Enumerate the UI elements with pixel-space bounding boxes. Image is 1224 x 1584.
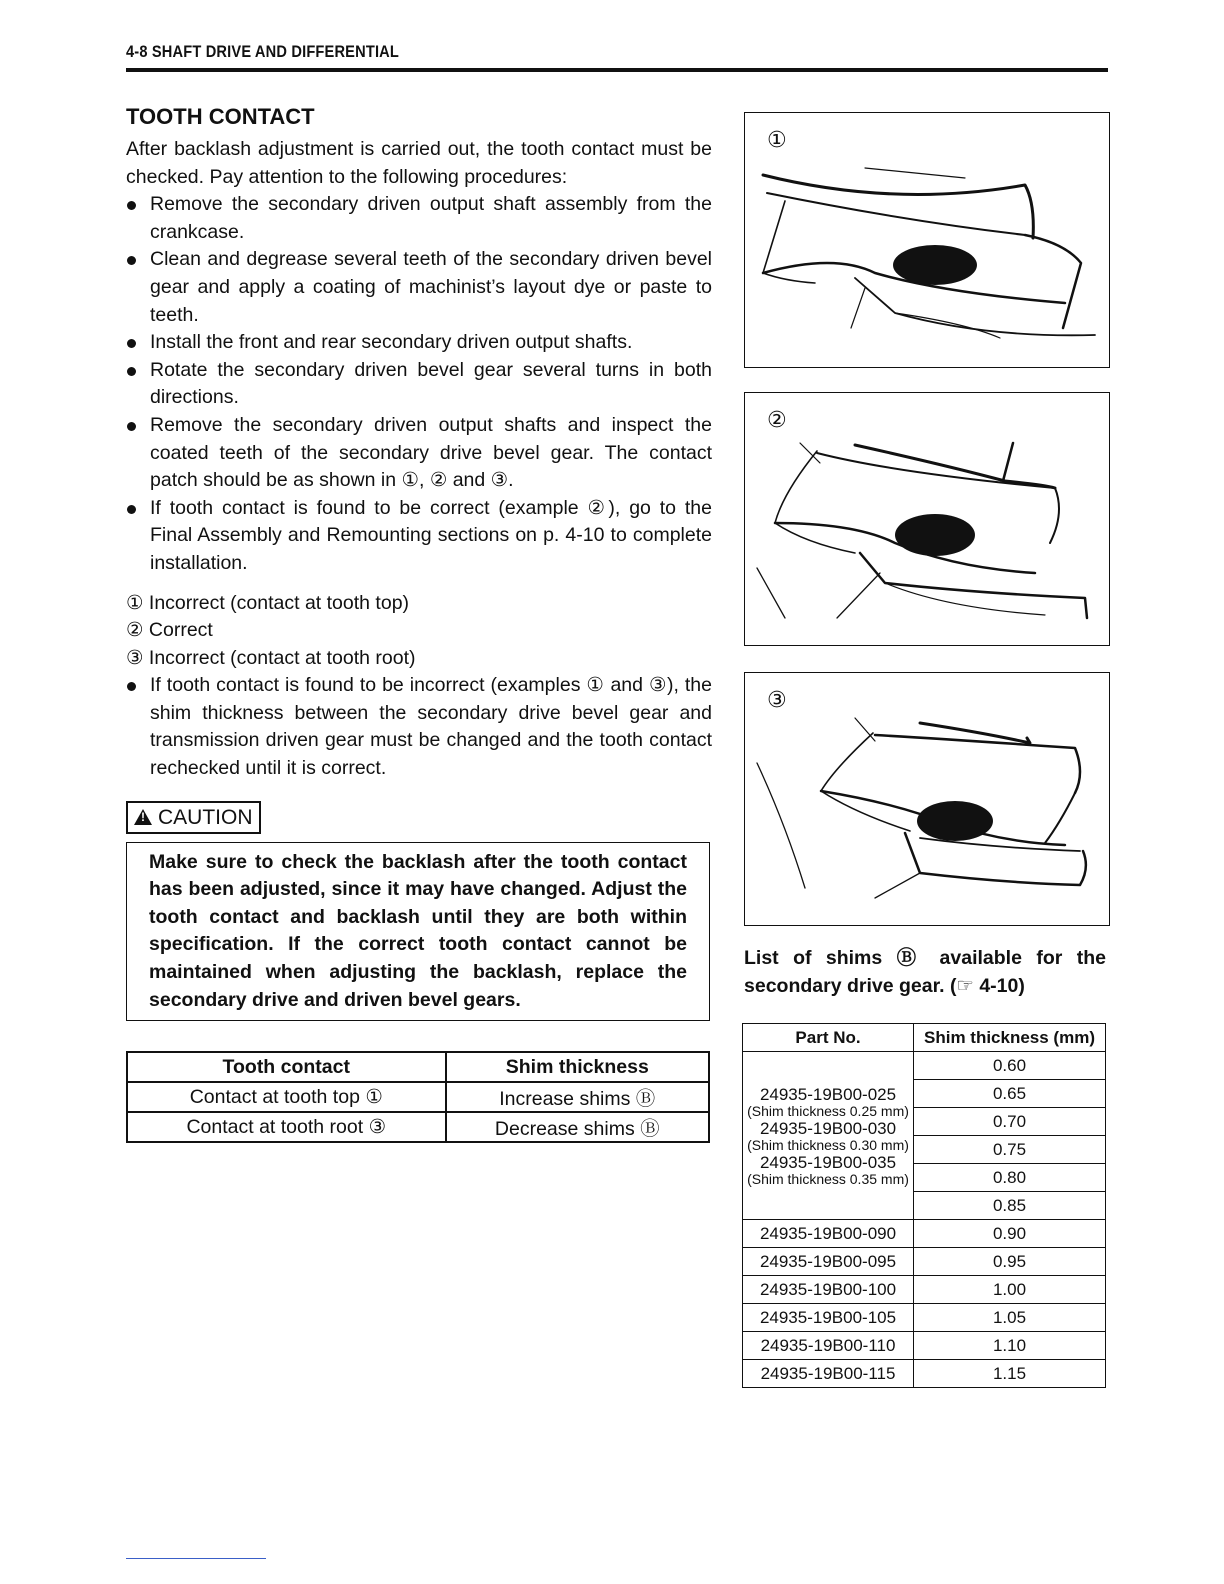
table-row	[743, 1276, 1106, 1304]
table-row	[743, 1220, 1106, 1248]
table-header-cell: Shim thickness	[446, 1052, 709, 1082]
left-column	[126, 104, 712, 1143]
part-number: 24935-19B00-025	[759, 1084, 897, 1104]
warning-triangle-icon	[134, 809, 152, 825]
table-row	[743, 1332, 1106, 1360]
table-cell: 1.10	[914, 1332, 1106, 1360]
part-note: (Shim thickness 0.35 mm)	[747, 1170, 909, 1187]
table-cell: Contact at tooth root ③	[127, 1112, 446, 1142]
page-header	[126, 42, 1108, 72]
procedure-step: Install the front and rear secondary driven output shafts.	[126, 329, 712, 357]
table-cell: 0.85	[914, 1192, 1106, 1220]
table-row	[743, 1248, 1106, 1276]
table-header-row	[743, 1024, 1106, 1052]
contact-patch	[917, 801, 993, 841]
caution-box: Make sure to check the backlash after the tooth contact has been adjusted, since it may have changed. Adjust the tooth contact and backlash until they are both within specification. If the correct tooth contact cannot be maintained when adjusting the backlash, replace the secondary drive and driven bevel gears.	[126, 842, 710, 1022]
procedure-list-2	[126, 672, 712, 782]
table-cell: 0.90	[914, 1220, 1106, 1248]
procedure-step: Remove the secondary driven output shaft assembly from the crankcase.	[126, 191, 712, 246]
table-row	[743, 1052, 1106, 1080]
figure-number: ③	[767, 687, 787, 712]
table-cell: 1.05	[914, 1304, 1106, 1332]
table-cell: Decrease shims Ⓑ	[446, 1112, 709, 1142]
figure-number: ②	[767, 407, 787, 432]
legend-item-1: ① Incorrect (contact at tooth top)	[126, 591, 410, 614]
caution-label-text: CAUTION	[158, 805, 253, 829]
shim-list-caption: List of shims Ⓑ available for the secondary drive gear. (☞ 4-10)	[744, 947, 1106, 997]
procedure-step: If tooth contact is found to be incorrect (examples ① and ③), the shim thickness between the secondary drive bevel gear and transmission driven gear must be changed and the tooth contact rechecked until it is correct.	[126, 672, 712, 782]
tooth-contact-table	[126, 1051, 710, 1143]
figure-3-tooth-root	[744, 672, 1110, 926]
shim-table	[742, 1023, 1106, 1388]
table-cell: 24935-19B00-095	[743, 1248, 914, 1276]
figure-1-tooth-top	[744, 112, 1110, 368]
footer-rule	[126, 1558, 266, 1559]
table-row	[743, 1360, 1106, 1388]
table-cell: 0.70	[914, 1108, 1106, 1136]
part-note: (Shim thickness 0.25 mm)	[747, 1102, 909, 1119]
caution-label	[126, 801, 261, 834]
gear-tooth-illustration	[745, 393, 1109, 645]
intro-paragraph: After backlash adjustment is carried out, the tooth contact must be checked. Pay attention to the following procedures:	[126, 138, 712, 188]
legend-item-2: ② Correct	[126, 619, 213, 642]
table-cell: 0.65	[914, 1080, 1106, 1108]
table-header-cell: Tooth contact	[127, 1052, 446, 1082]
part-number: 24935-19B00-035	[759, 1152, 897, 1172]
table-cell: 24935-19B00-115	[743, 1360, 914, 1388]
section-title: TOOTH CONTACT	[126, 104, 315, 129]
figure-number: ①	[767, 127, 787, 152]
part-note: (Shim thickness 0.30 mm)	[747, 1136, 909, 1153]
table-header-row	[127, 1052, 709, 1082]
table-cell: 24935-19B00-110	[743, 1332, 914, 1360]
procedure-step: Clean and degrease several teeth of the secondary driven bevel gear and apply a coating of machinist’s layout dye or paste to teeth.	[126, 246, 712, 329]
figure-2-correct	[744, 392, 1110, 646]
table-cell: 0.75	[914, 1136, 1106, 1164]
table-row	[127, 1112, 709, 1142]
gear-tooth-illustration	[745, 113, 1109, 367]
table-row	[127, 1082, 709, 1112]
part-number: 24935-19B00-030	[759, 1118, 897, 1138]
table-header-cell: Part No.	[743, 1024, 914, 1052]
page-header-title: 4-8 SHAFT DRIVE AND DIFFERENTIAL	[126, 42, 400, 61]
legend-item-3: ③ Incorrect (contact at tooth root)	[126, 646, 416, 669]
table-cell: 24935-19B00-105	[743, 1304, 914, 1332]
table-cell: 24935-19B00-100	[743, 1276, 914, 1304]
contact-patch	[893, 245, 977, 285]
gear-tooth-illustration	[745, 673, 1109, 925]
table-header-cell: Shim thickness (mm)	[914, 1024, 1106, 1052]
table-cell: Increase shims Ⓑ	[446, 1082, 709, 1112]
procedure-step: Remove the secondary driven output shafts and inspect the coated teeth of the secondary drive bevel gear. The contact patch should be as shown in ①, ② and ③.	[126, 412, 712, 495]
contact-patch	[895, 514, 975, 556]
table-cell: 0.80	[914, 1164, 1106, 1192]
table-cell: 0.60	[914, 1052, 1106, 1080]
table-cell: 0.95	[914, 1248, 1106, 1276]
table-cell: 24935-19B00-090	[743, 1220, 914, 1248]
procedure-step: If tooth contact is found to be correct (example ②), go to the Final Assembly and Remounting sections on p. 4-10 to complete installation.	[126, 495, 712, 578]
table-cell: 1.15	[914, 1360, 1106, 1388]
procedure-step: Rotate the secondary driven bevel gear several turns in both directions.	[126, 357, 712, 412]
table-cell: Contact at tooth top ①	[127, 1082, 446, 1112]
procedure-list	[126, 191, 712, 577]
grouped-part-cell	[743, 1052, 914, 1220]
table-row	[743, 1304, 1106, 1332]
table-cell: 1.00	[914, 1276, 1106, 1304]
figure-legend	[126, 590, 712, 673]
